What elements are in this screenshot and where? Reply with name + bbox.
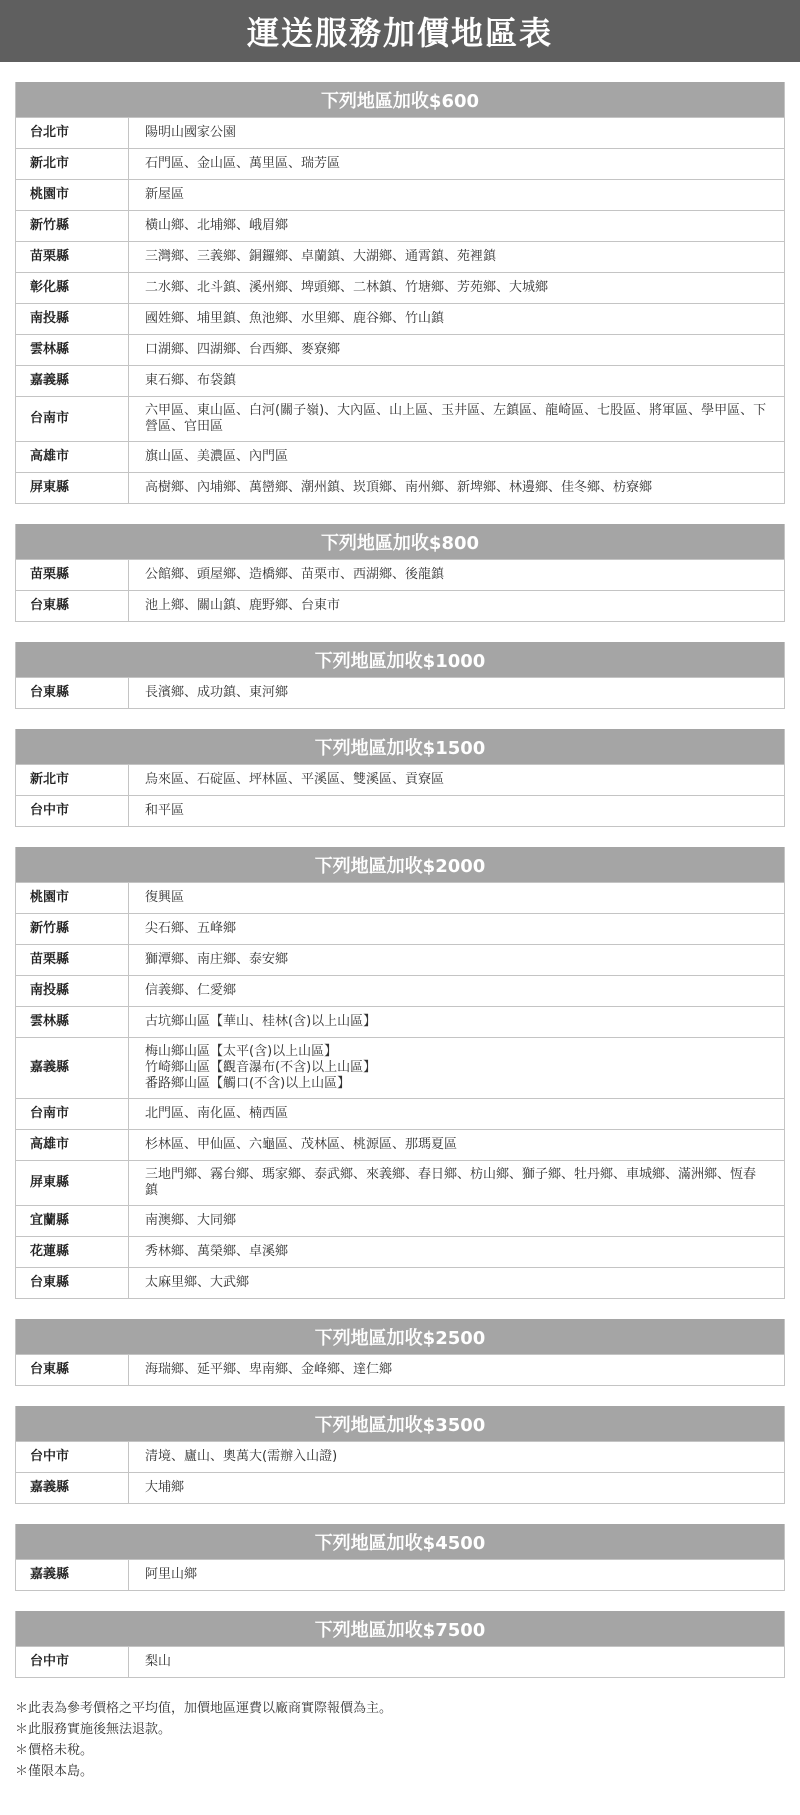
city-cell: 南投縣	[16, 976, 129, 1007]
table-row	[16, 591, 784, 622]
notes	[15, 1698, 785, 1782]
areas-cell	[129, 678, 785, 709]
city-cell: 新北市	[16, 765, 129, 796]
section-header: 下列地區加收$7500	[16, 1611, 784, 1646]
table-row	[16, 945, 784, 976]
surcharge-section	[15, 642, 785, 709]
city-cell: 嘉義縣	[16, 366, 129, 397]
table-row	[16, 1099, 784, 1130]
surcharge-section	[15, 82, 785, 504]
areas-cell	[129, 1268, 785, 1299]
areas-cell	[129, 945, 785, 976]
area-line: 復興區	[145, 890, 185, 905]
city-cell: 台北市	[16, 118, 129, 149]
table-row	[16, 149, 784, 180]
table-row	[16, 1647, 784, 1678]
table-row	[16, 765, 784, 796]
areas-cell	[129, 1560, 785, 1591]
areas-cell	[129, 304, 785, 335]
region-table	[16, 1354, 784, 1385]
city-cell: 嘉義縣	[16, 1038, 129, 1099]
table-row	[16, 273, 784, 304]
area-line: 梅山鄉山區【太平(含)以上山區】	[145, 1044, 338, 1059]
table-row	[16, 1473, 784, 1504]
areas-cell	[129, 1355, 785, 1386]
table-row	[16, 397, 784, 442]
area-line: 番路鄉山區【觸口(不含)以上山區】	[145, 1076, 351, 1091]
city-cell: 台南市	[16, 397, 129, 442]
surcharge-section	[15, 847, 785, 1299]
area-line: 太麻里鄉、大武鄉	[145, 1275, 250, 1290]
areas-cell	[129, 180, 785, 211]
region-table	[16, 882, 784, 1298]
areas-cell	[129, 591, 785, 622]
area-line: 橫山鄉、北埔鄉、峨眉鄉	[145, 218, 289, 233]
city-cell: 台南市	[16, 1099, 129, 1130]
region-table	[16, 559, 784, 621]
city-cell: 桃園市	[16, 883, 129, 914]
table-row	[16, 1355, 784, 1386]
city-cell: 彰化縣	[16, 273, 129, 304]
areas-cell	[129, 560, 785, 591]
area-line: 北門區、南化區、楠西區	[145, 1106, 289, 1121]
city-cell: 台東縣	[16, 678, 129, 709]
table-row	[16, 211, 784, 242]
city-cell: 台中市	[16, 1647, 129, 1678]
note-line: ＊此表為參考價格之平均值，加價地區運費以廠商實際報價為主。	[15, 1701, 393, 1716]
table-row	[16, 118, 784, 149]
area-line: 古坑鄉山區【華山、桂林(含)以上山區】	[145, 1014, 377, 1029]
surcharge-section	[15, 1611, 785, 1678]
areas-cell	[129, 914, 785, 945]
section-header: 下列地區加收$2500	[16, 1319, 784, 1354]
area-line: 大埔鄉	[145, 1480, 185, 1495]
areas-cell	[129, 1007, 785, 1038]
table-row	[16, 796, 784, 827]
table-row	[16, 1038, 784, 1099]
city-cell: 新竹縣	[16, 211, 129, 242]
surcharge-section	[15, 1319, 785, 1386]
areas-cell	[129, 473, 785, 504]
table-row	[16, 1237, 784, 1268]
area-line: 獅潭鄉、南庄鄉、泰安鄉	[145, 952, 289, 967]
surcharge-section	[15, 729, 785, 827]
city-cell: 台東縣	[16, 1355, 129, 1386]
area-line: 六甲區、東山區、白河(關子嶺)、大內區、山上區、玉井區、左鎮區、龍崎區、七股區、將軍區、學甲區、下營區、官田區	[145, 403, 767, 434]
areas-cell	[129, 118, 785, 149]
city-cell: 嘉義縣	[16, 1473, 129, 1504]
area-line: 二水鄉、北斗鎮、溪州鄉、埤頭鄉、二林鎮、竹塘鄉、芳苑鄉、大城鄉	[145, 280, 549, 295]
city-cell: 苗栗縣	[16, 945, 129, 976]
areas-cell	[129, 1442, 785, 1473]
page-title: 運送服務加價地區表	[0, 0, 800, 62]
table-row	[16, 1007, 784, 1038]
city-cell: 宜蘭縣	[16, 1206, 129, 1237]
area-line: 三地門鄉、霧台鄉、瑪家鄉、泰武鄉、來義鄉、春日鄉、枋山鄉、獅子鄉、牡丹鄉、車城鄉、滿洲鄉、恆春鎮	[145, 1167, 757, 1198]
region-table	[16, 1441, 784, 1503]
area-line: 梨山	[145, 1654, 172, 1669]
areas-cell	[129, 1237, 785, 1268]
city-cell: 雲林縣	[16, 335, 129, 366]
areas-cell	[129, 366, 785, 397]
surcharge-section	[15, 524, 785, 622]
city-cell: 苗栗縣	[16, 242, 129, 273]
areas-cell	[129, 976, 785, 1007]
table-row	[16, 442, 784, 473]
areas-cell	[129, 796, 785, 827]
section-header: 下列地區加收$1000	[16, 642, 784, 677]
areas-cell	[129, 1206, 785, 1237]
surcharge-sections	[15, 82, 785, 1678]
surcharge-section	[15, 1406, 785, 1504]
area-line: 竹崎鄉山區【觀音瀑布(不含)以上山區】	[145, 1060, 377, 1075]
areas-cell	[129, 1161, 785, 1206]
area-line: 海瑞鄉、延平鄉、卑南鄉、金峰鄉、達仁鄉	[145, 1362, 393, 1377]
table-row	[16, 976, 784, 1007]
area-line: 南澳鄉、大同鄉	[145, 1213, 237, 1228]
area-line: 池上鄉、關山鎮、鹿野鄉、台東市	[145, 598, 341, 613]
section-header: 下列地區加收$4500	[16, 1524, 784, 1559]
areas-cell	[129, 883, 785, 914]
table-row	[16, 1442, 784, 1473]
areas-cell	[129, 442, 785, 473]
areas-cell	[129, 335, 785, 366]
area-line: 和平區	[145, 803, 185, 818]
table-row	[16, 366, 784, 397]
city-cell: 屏東縣	[16, 473, 129, 504]
area-line: 秀林鄉、萬榮鄉、卓溪鄉	[145, 1244, 289, 1259]
city-cell: 嘉義縣	[16, 1560, 129, 1591]
city-cell: 花蓮縣	[16, 1237, 129, 1268]
table-row	[16, 560, 784, 591]
area-line: 公館鄉、頭屋鄉、造橋鄉、苗栗市、西湖鄉、後龍鎮	[145, 567, 445, 582]
table-row	[16, 883, 784, 914]
section-header: 下列地區加收$3500	[16, 1406, 784, 1441]
area-line: 國姓鄉、埔里鎮、魚池鄉、水里鄉、鹿谷鄉、竹山鎮	[145, 311, 445, 326]
area-line: 旗山區、美濃區、內門區	[145, 449, 289, 464]
note-line: ＊此服務實施後無法退款。	[15, 1722, 172, 1737]
surcharge-section	[15, 1524, 785, 1591]
area-line: 三灣鄉、三義鄉、銅鑼鄉、卓蘭鎮、大湖鄉、通霄鎮、苑裡鎮	[145, 249, 497, 264]
city-cell: 高雄市	[16, 1130, 129, 1161]
section-header: 下列地區加收$600	[16, 82, 784, 117]
city-cell: 桃園市	[16, 180, 129, 211]
table-row	[16, 304, 784, 335]
city-cell: 台東縣	[16, 591, 129, 622]
region-table	[16, 677, 784, 708]
areas-cell	[129, 765, 785, 796]
table-row	[16, 180, 784, 211]
areas-cell	[129, 273, 785, 304]
area-line: 口湖鄉、四湖鄉、台西鄉、麥寮鄉	[145, 342, 341, 357]
city-cell: 台東縣	[16, 1268, 129, 1299]
area-line: 杉林區、甲仙區、六龜區、茂林區、桃源區、那瑪夏區	[145, 1137, 458, 1152]
table-row	[16, 335, 784, 366]
city-cell: 新竹縣	[16, 914, 129, 945]
table-row	[16, 473, 784, 504]
area-line: 清境、廬山、奧萬大(需辦入山證)	[145, 1449, 338, 1464]
section-header: 下列地區加收$800	[16, 524, 784, 559]
city-cell: 屏東縣	[16, 1161, 129, 1206]
area-line: 石門區、金山區、萬里區、瑞芳區	[145, 156, 341, 171]
city-cell: 南投縣	[16, 304, 129, 335]
areas-cell	[129, 149, 785, 180]
area-line: 信義鄉、仁愛鄉	[145, 983, 237, 998]
region-table	[16, 1646, 784, 1677]
table-row	[16, 1161, 784, 1206]
region-table	[16, 764, 784, 826]
areas-cell	[129, 1473, 785, 1504]
city-cell: 新北市	[16, 149, 129, 180]
areas-cell	[129, 1099, 785, 1130]
area-line: 東石鄉、布袋鎮	[145, 373, 237, 388]
table-row	[16, 1206, 784, 1237]
areas-cell	[129, 242, 785, 273]
region-table	[16, 117, 784, 503]
area-line: 長濱鄉、成功鎮、東河鄉	[145, 685, 289, 700]
areas-cell	[129, 211, 785, 242]
note-line: ＊價格未稅。	[15, 1743, 94, 1758]
table-row	[16, 914, 784, 945]
city-cell: 台中市	[16, 796, 129, 827]
note-line: ＊僅限本島。	[15, 1764, 94, 1779]
city-cell: 台中市	[16, 1442, 129, 1473]
areas-cell	[129, 397, 785, 442]
table-row	[16, 1268, 784, 1299]
table-row	[16, 242, 784, 273]
table-row	[16, 678, 784, 709]
city-cell: 苗栗縣	[16, 560, 129, 591]
areas-cell	[129, 1038, 785, 1099]
areas-cell	[129, 1647, 785, 1678]
table-row	[16, 1130, 784, 1161]
table-row	[16, 1560, 784, 1591]
area-line: 阿里山鄉	[145, 1567, 198, 1582]
area-line: 高樹鄉、內埔鄉、萬巒鄉、潮州鎮、崁頂鄉、南州鄉、新埤鄉、林邊鄉、佳冬鄉、枋寮鄉	[145, 480, 653, 495]
area-line: 尖石鄉、五峰鄉	[145, 921, 237, 936]
city-cell: 高雄市	[16, 442, 129, 473]
section-header: 下列地區加收$2000	[16, 847, 784, 882]
area-line: 陽明山國家公園	[145, 125, 237, 140]
areas-cell	[129, 1130, 785, 1161]
area-line: 烏來區、石碇區、坪林區、平溪區、雙溪區、貢寮區	[145, 772, 445, 787]
city-cell: 雲林縣	[16, 1007, 129, 1038]
region-table	[16, 1559, 784, 1590]
section-header: 下列地區加收$1500	[16, 729, 784, 764]
area-line: 新屋區	[145, 187, 185, 202]
